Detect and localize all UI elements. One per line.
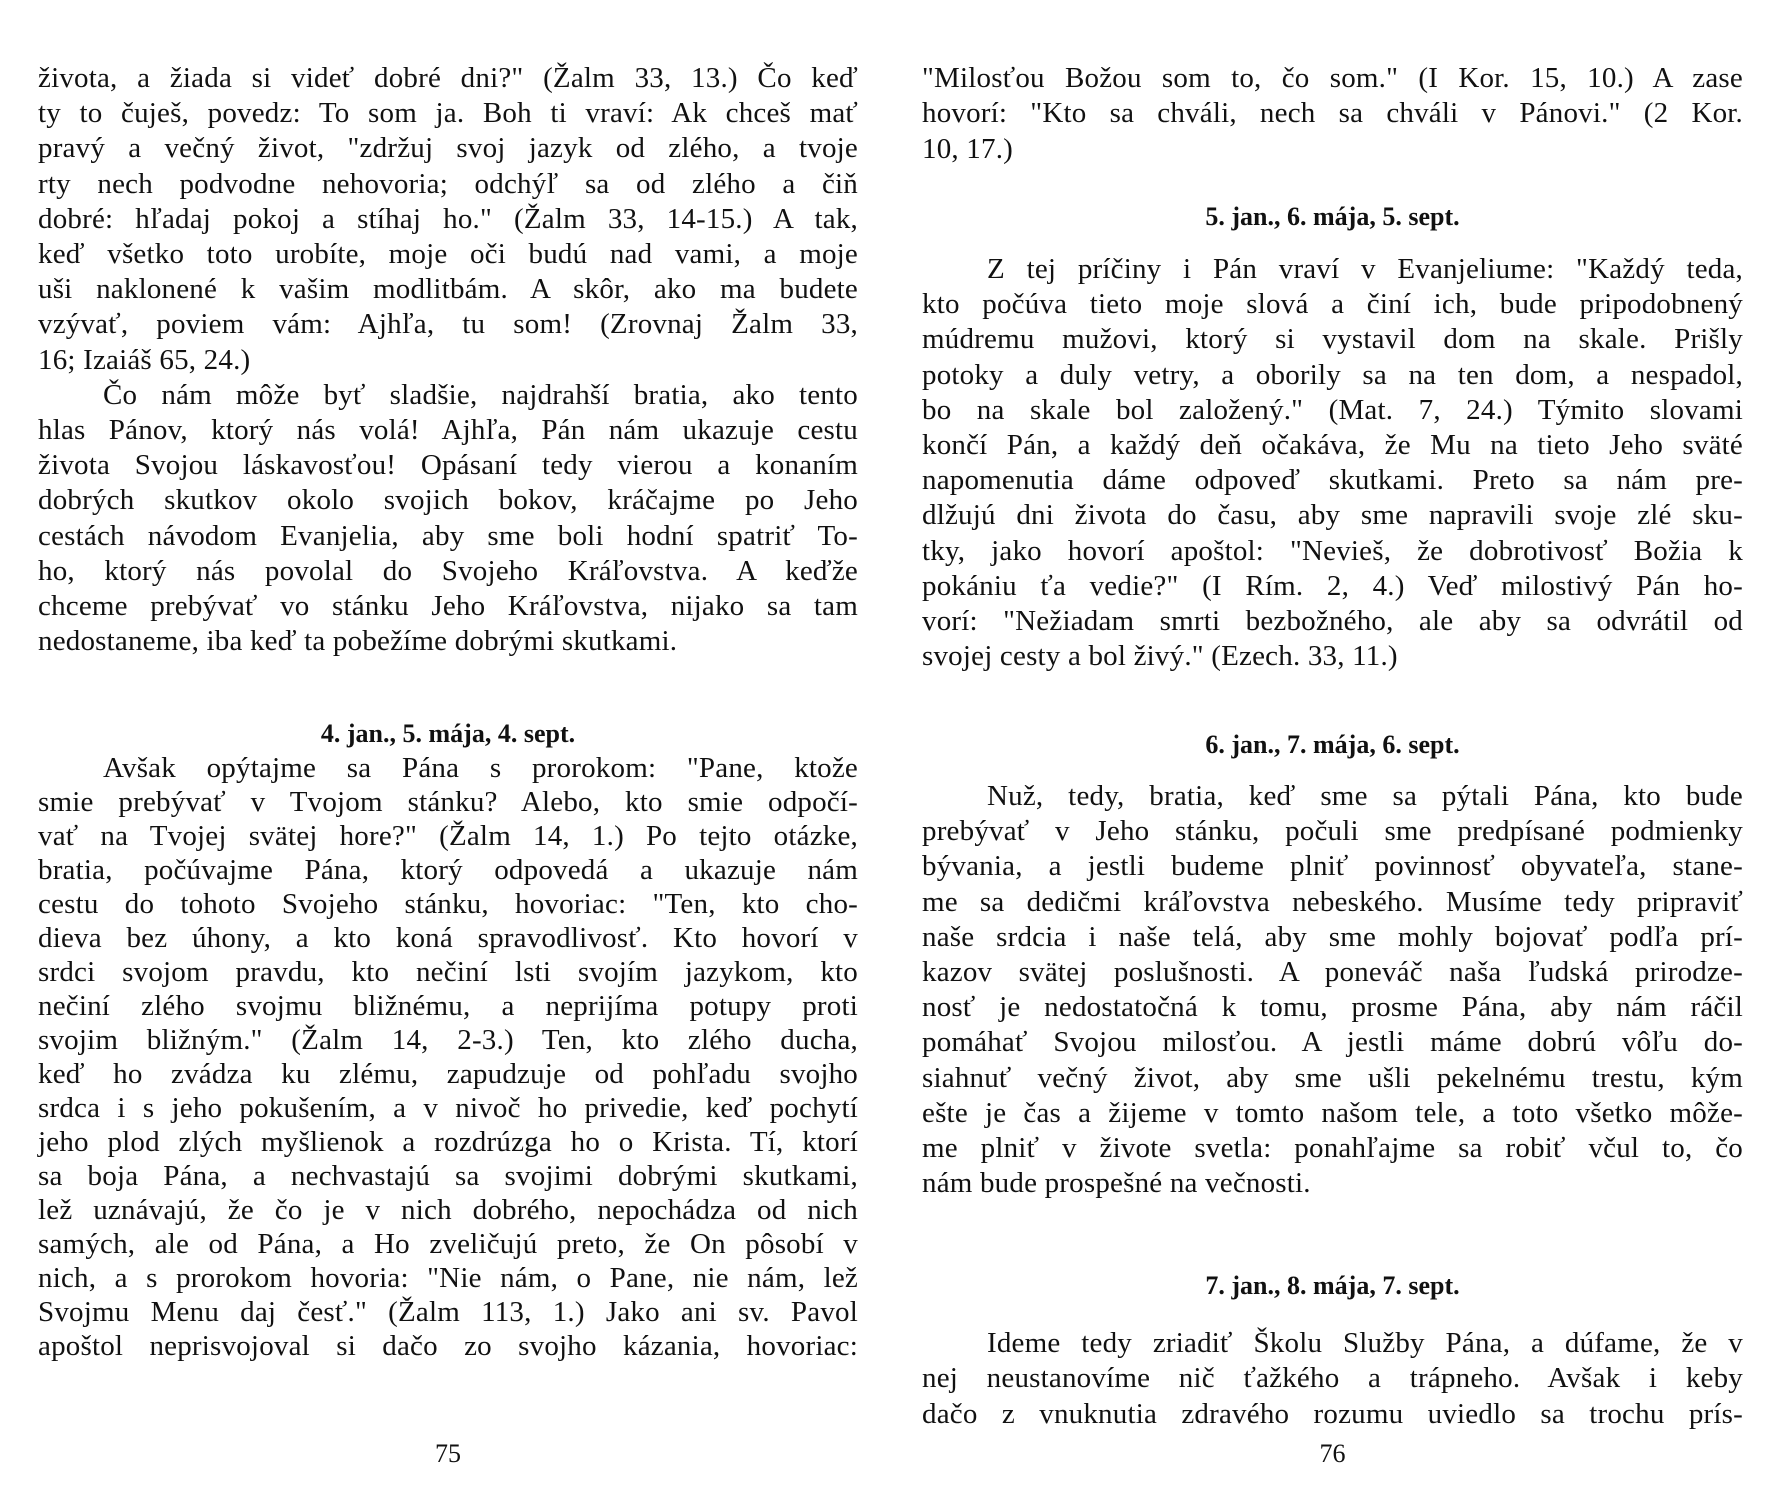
text-line: rty nech podvodne nehovoria; odchýľ sa od zlého a čiň <box>38 168 858 200</box>
section-heading: 4. jan., 5. mája, 4. sept. <box>320 719 576 748</box>
text-line: pravý a večný život, "zdržuj svoj jazyk od zlého, a tvoje <box>38 132 858 164</box>
text-line: sa boja Pána, a nechvastajú sa svojimi dobrými skutkami, <box>38 1160 858 1192</box>
page-76 <box>887 0 1774 1500</box>
text-line: me sa dedičmi kráľovstva nebeského. Musíme tedy pripraviť <box>922 886 1743 918</box>
text-line: apoštol neprisvojoval si dačo zo svojho kázania, hovoriac: <box>38 1330 858 1362</box>
text-line: 10, 17.) <box>922 133 1014 165</box>
text-line: kazov svätej poslušnosti. A poneváč naša ľudská prirodze- <box>922 956 1743 988</box>
text-line: srdca i s jeho pokušením, a v nivoč ho privedie, keď pochytí <box>38 1092 858 1124</box>
text-line: Ideme tedy zriadiť Školu Služby Pána, a dúfame, že v <box>987 1327 1743 1359</box>
text-line: jeho plod zlých myšlienok a rozdrúzga ho o Krista. Tí, ktorí <box>38 1126 858 1158</box>
text-line: Z tej príčiny i Pán vraví v Evanjeliume: "Každý teda, <box>987 253 1743 285</box>
text-line: bývania, a jestli budeme plniť povinnosť obyvateľa, stane- <box>922 850 1743 882</box>
text-line: smie prebývať v Tvojom stánku? Alebo, kto smie odpočí- <box>38 786 858 818</box>
text-line: 16; Izaiáš 65, 24.) <box>38 344 251 376</box>
text-line: dačo z vnuknutia zdravého rozumu uviedlo sa trochu prís- <box>922 1398 1743 1430</box>
text-line: nedostaneme, iba keď ta pobežíme dobrými skutkami. <box>38 625 678 657</box>
text-line: uši naklonené k vašim modlitbám. A skôr, ako ma budete <box>38 273 858 305</box>
text-line: pomáhať Svojou milosťou. A jestli máme dobrú vôľu do- <box>922 1026 1743 1058</box>
text-line: potoky a duly vetry, a oborily sa na ten dom, a nespadol, <box>922 359 1743 391</box>
text-line: dieva bez úhony, a kto koná spravodlivosť. Kto hovorí v <box>38 922 858 954</box>
text-line <box>38 1396 858 1432</box>
text-line: vzývať, poviem vám: Ajhľa, tu som! (Zrovnaj Žalm 33, <box>38 308 858 340</box>
text-line: keď všetko toto urobíte, moje oči budú nad vami, a moje <box>38 238 858 270</box>
text-line: Svojmu Menu daj česť." (Žalm 113, 1.) Jako ani sv. Pavol <box>38 1296 858 1328</box>
text-line: dlžujú dni života do času, aby sme napravili svoje zlé sku- <box>922 499 1743 531</box>
text-line: Čo nám môže byť sladšie, najdrahší bratia, ako tento <box>103 379 858 411</box>
text-line: života Svojou láskavosťou! Opásaní tedy vierou a konaním <box>38 449 858 481</box>
text-line: napomenutia dáme odpoveď skutkami. Preto sa nám pre- <box>922 464 1743 496</box>
text-line <box>38 1362 858 1398</box>
text-line: pokániu ťa vedie?" (I Rím. 2, 4.) Veď milostivý Pán ho- <box>922 570 1743 602</box>
text-line: Nuž, tedy, bratia, keď sme sa pýtali Pána, kto bude <box>987 780 1743 812</box>
text-line: múdremu mužovi, ktorý si vystavil dom na skale. Prišly <box>922 323 1743 355</box>
text-line: svojej cesty a bol živý." (Ezech. 33, 11.) <box>922 640 1398 672</box>
text-line: keď ho zvádza ku zlému, zapudzuje od pohľadu svojho <box>38 1058 858 1090</box>
text-line: nosť je nedostatočná k tomu, prosme Pána, aby nám ráčil <box>922 991 1743 1023</box>
text-line: kto počúva tieto moje slová a činí ich, bude pripodobnený <box>922 288 1743 320</box>
text-line: bratia, počúvajme Pána, ktorý odpovedá a ukazuje nám <box>38 854 858 886</box>
text-line: me plniť v živote svetla: ponahľajme sa robiť včul to, čo <box>922 1132 1743 1164</box>
text-line: vorí: "Nežiadam smrti bezbožného, ale aby sa odvrátil od <box>922 605 1743 637</box>
text-line: siahnuť večný život, aby sme ušli pekelnému trestu, kým <box>922 1062 1743 1094</box>
text-line: nej neustanovíme nič ťažkého a trápneho. Avšak i keby <box>922 1362 1743 1394</box>
text-line: nečiní zlého svojmu bližnému, a neprijíma potupy proti <box>38 990 858 1022</box>
page-number: 75 <box>435 1439 461 1468</box>
text-line: naše srdcia i naše telá, aby sme mohly bojovať podľa prí- <box>922 921 1743 953</box>
text-line: srdci svojom pravdu, kto nečiní lsti svojím jazykom, kto <box>38 956 858 988</box>
section-heading: 6. jan., 7. mája, 6. sept. <box>1205 730 1460 759</box>
section-heading: 7. jan., 8. mája, 7. sept. <box>1205 1271 1460 1300</box>
page-number: 76 <box>1319 1439 1346 1468</box>
text-line: života, a žiada si videť dobré dni?" (Žalm 33, 13.) Čo keď <box>38 62 858 94</box>
text-line: dobré: hľadaj pokoj a stíhaj ho." (Žalm 33, 14-15.) A tak, <box>38 203 858 235</box>
text-line: ešte je čas a žijeme v tomto našom tele, a toto všetko môže- <box>922 1097 1743 1129</box>
text-line: dobrých skutkov okolo svojich bokov, kráčajme po Jeho <box>38 484 858 516</box>
text-line: končí Pán, a každý deň očakáva, že Mu na tieto Jeho sväté <box>922 429 1743 461</box>
text-line: svojim bližným." (Žalm 14, 2-3.) Ten, kto zlého ducha, <box>38 1024 858 1056</box>
text-line: hlas Pánov, ktorý nás volá! Ajhľa, Pán nám ukazuje cestu <box>38 414 858 446</box>
text-line: vať na Tvojej svätej hore?" (Žalm 14, 1.) Po tejto otázke, <box>38 820 858 852</box>
text-line: prebývať v Jeho stánku, počuli sme predpísané podmienky <box>922 815 1743 847</box>
text-line: chceme prebývať vo stánku Jeho Kráľovstva, nijako sa tam <box>38 590 858 622</box>
text-line: nich, a s prorokom hovoria: "Nie nám, o Pane, nie nám, lež <box>38 1262 858 1294</box>
text-line: bo na skale bol založený." (Mat. 7, 24.) Týmito slovami <box>922 394 1743 426</box>
text-line: ho, ktorý nás povolal do Svojeho Kráľovstva. A keďže <box>38 555 858 587</box>
text-line: Avšak opýtajme sa Pána s prorokom: "Pane, ktože <box>103 752 858 784</box>
text-line: samých, ale od Pána, a Ho zveličujú preto, že On pôsobí v <box>38 1228 858 1260</box>
text-line: cestu do tohoto Svojeho stánku, hovoriac: "Ten, kto cho- <box>38 888 858 920</box>
text-line: ty to čuješ, povedz: To som ja. Boh ti vraví: Ak chceš mať <box>38 97 858 129</box>
text-line: hovorí: "Kto sa chváli, nech sa chváli v Pánovi." (2 Kor. <box>922 97 1743 129</box>
text-line: nám bude prospešné na večnosti. <box>922 1167 1311 1199</box>
text-line: "Milosťou Božou som to, čo som." (I Kor. 15, 10.) A zase <box>922 62 1743 94</box>
section-heading: 5. jan., 6. mája, 5. sept. <box>1205 202 1460 231</box>
text-line: tky, jako hovorí apoštol: "Nevieš, že dobrotivosť Božia k <box>922 535 1743 567</box>
text-line: cestách návodom Evanjelia, aby sme boli hodní spatriť To- <box>38 520 858 552</box>
text-line: lež uznávajú, že čo je v nich dobrého, nepochádza od nich <box>38 1194 858 1226</box>
